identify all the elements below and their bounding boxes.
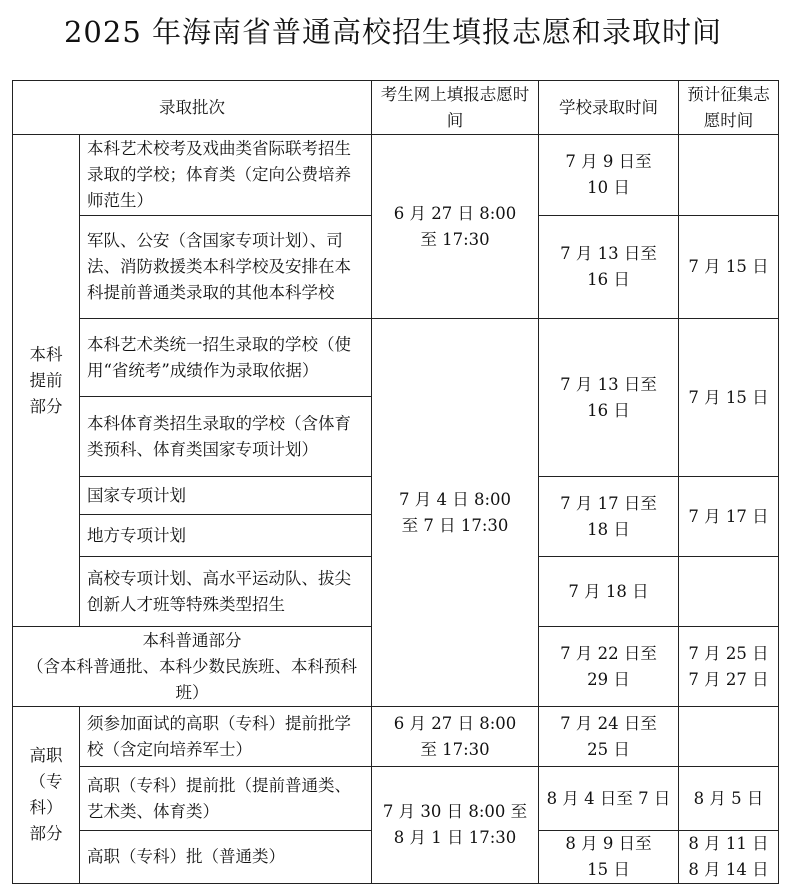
admit-voc-early: 8 月 4 日至 7 日 (539, 767, 679, 831)
admit-voc-regular: 8 月 9 日至 15 日 (539, 831, 679, 884)
row-military-police: 军队、公安（含国家专项计划）、司法、消防救援类本科学校及安排在本科提前普通类录取的其他本科学校 (80, 216, 372, 319)
row-sports-unified: 本科体育类招生录取的学校（含体育类预科、体育类国家专项计划） (80, 397, 372, 477)
row-voc-regular: 高职（专科）批（普通类） (80, 831, 372, 884)
apply-time-voc-interview: 6 月 27 日 8:00 至 17:30 (372, 707, 539, 767)
row-national-special: 国家专项计划 (80, 477, 372, 515)
row-university-special: 高校专项计划、高水平运动队、拔尖创新人才班等特殊类型招生 (80, 557, 372, 627)
admit-voc-interview: 7 月 24 日至 25 日 (539, 707, 679, 767)
admission-schedule-table (12, 80, 779, 884)
header-batch: 录取批次 (13, 81, 372, 135)
header-solicit-time: 预计征集志愿时间 (679, 81, 779, 135)
row-art-unified: 本科艺术类统一招生录取的学校（使用“省统考”成绩作为录取依据） (80, 319, 372, 397)
table-row (13, 707, 779, 767)
admit-national-local: 7 月 17 日至 18 日 (539, 477, 679, 557)
solicit-university-special (679, 557, 779, 627)
admit-art-exam-sports: 7 月 9 日至 10 日 (539, 135, 679, 216)
header-admit-time: 学校录取时间 (539, 81, 679, 135)
row-voc-interview: 须参加面试的高职（专科）提前批学校（含定向培养军士） (80, 707, 372, 767)
row-voc-early: 高职（专科）提前批（提前普通类、艺术类、体育类） (80, 767, 372, 831)
admit-military-police: 7 月 13 日至 16 日 (539, 216, 679, 319)
row-undergrad-regular: 本科普通部分 （含本科普通批、本科少数民族班、本科预科班） (13, 627, 372, 707)
table-row (13, 135, 779, 216)
solicit-art-sports-unified: 7 月 15 日 (679, 319, 779, 477)
solicit-art-exam-sports (679, 135, 779, 216)
apply-time-voc-main: 7 月 30 日 8:00 至 8 月 1 日 17:30 (372, 767, 539, 884)
admit-undergrad-regular: 7 月 22 日至 29 日 (539, 627, 679, 707)
solicit-voc-regular: 8 月 11 日 8 月 14 日 (679, 831, 779, 884)
apply-time-early: 6 月 27 日 8:00 至 17:30 (372, 135, 539, 319)
page-title: 2025 年海南省普通高校招生填报志愿和录取时间 (63, 15, 723, 49)
group-undergrad-early: 本科 提前 部分 (13, 135, 80, 627)
table-row (13, 319, 779, 397)
apply-time-main: 7 月 4 日 8:00 至 7 日 17:30 (372, 319, 539, 707)
row-art-exam-sports: 本科艺术校考及戏曲类省际联考招生录取的学校；体育类（定向公费培养师范生） (80, 135, 372, 216)
row-local-special: 地方专项计划 (80, 515, 372, 557)
solicit-undergrad-regular: 7 月 25 日 7 月 27 日 (679, 627, 779, 707)
admit-university-special: 7 月 18 日 (539, 557, 679, 627)
solicit-voc-early: 8 月 5 日 (679, 767, 779, 831)
header-apply-time: 考生网上填报志愿时间 (372, 81, 539, 135)
group-vocational: 高职 （专 科） 部分 (13, 707, 80, 884)
solicit-national-local: 7 月 17 日 (679, 477, 779, 557)
admit-art-sports-unified: 7 月 13 日至 16 日 (539, 319, 679, 477)
header-row (13, 81, 779, 135)
table-row (13, 767, 779, 831)
solicit-military-police: 7 月 15 日 (679, 216, 779, 319)
solicit-voc-interview (679, 707, 779, 767)
